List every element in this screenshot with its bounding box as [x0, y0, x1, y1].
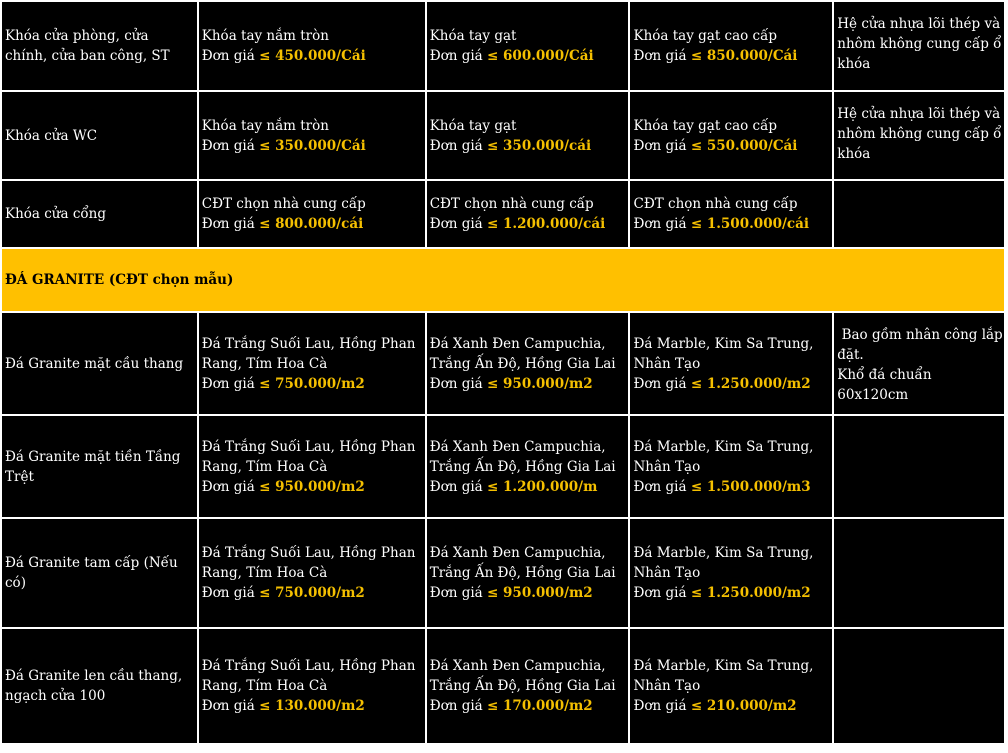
- price-line: [430, 214, 626, 234]
- table-row: [2, 416, 1004, 517]
- price-value: ≤ 600.000/Cái: [487, 48, 594, 64]
- price-line: [633, 214, 829, 234]
- option-cell: [427, 181, 629, 247]
- price-label: Đơn giá: [429, 478, 483, 495]
- price-value: ≤ 170.000/m2: [487, 698, 593, 714]
- price-value: ≤ 1.500.000/m3: [690, 478, 811, 495]
- price-label: Đơn giá: [633, 585, 687, 601]
- item-name: Khóa tay nắm tròn: [201, 28, 329, 44]
- option-cell: Đá Xanh Đen Campuchia, Trắng Ấn Độ, Hồng Gia Lai Đơn giá ≤ 1.200.000/m: [427, 416, 629, 517]
- item-name: CĐT chọn nhà cung cấp: [633, 196, 798, 212]
- price-label: Đơn giá: [429, 48, 483, 64]
- note-cell: [834, 629, 1004, 743]
- price-value: ≤ 210.000/m2: [690, 698, 797, 714]
- price-value: ≤ 450.000/Cái: [259, 48, 366, 64]
- row-name-cell: Khóa cửa cổng: [2, 181, 197, 247]
- option-cell: Đá Marble, Kim Sa Trung, Nhân Tạo Đơn giá ≤ 1.250.000/m2: [630, 519, 832, 627]
- table-row: [2, 2, 1004, 90]
- price-line: [202, 374, 422, 394]
- price-line: [633, 696, 829, 716]
- price-value: ≤ 350.000/Cái: [259, 137, 366, 154]
- price-line: [430, 46, 626, 66]
- price-value: ≤ 1.500.000/cái: [690, 216, 810, 232]
- item-name: Khóa tay gạt: [429, 28, 517, 44]
- row-name-cell: Khóa cửa phòng, cửa chính, cửa ban công, ST: [2, 2, 197, 90]
- price-line: [430, 477, 626, 497]
- price-label: Đơn giá: [201, 478, 255, 495]
- section-row: [2, 249, 1004, 311]
- option-cell: Đá Marble, Kim Sa Trung, Nhân Tạo Đơn giá ≤ 1.250.000/m2: [630, 313, 832, 414]
- option-cell: Đá Xanh Đen Campuchia, Trắng Ấn Độ, Hồng Gia Lai Đơn giá ≤ 950.000/m2: [427, 313, 629, 414]
- price-label: Đơn giá: [201, 698, 255, 714]
- price-value: ≤ 750.000/m2: [259, 375, 365, 392]
- price-value: ≤ 850.000/Cái: [690, 48, 798, 64]
- price-line: [430, 583, 626, 603]
- price-line: [430, 136, 626, 156]
- section-title: ĐÁ GRANITE (CĐT chọn mẫu): [2, 249, 1004, 311]
- price-label: Đơn giá: [633, 137, 687, 154]
- price-value: ≤ 950.000/m2: [259, 478, 365, 495]
- price-value: ≤ 750.000/m2: [259, 585, 365, 601]
- price-line: [633, 583, 829, 603]
- option-cell: [427, 92, 629, 179]
- option-cell: Đá Marble, Kim Sa Trung, Nhân Tạo Đơn giá ≤ 210.000/m2: [630, 629, 832, 743]
- option-cell: [630, 2, 832, 90]
- option-cell: [199, 2, 425, 90]
- price-line: [202, 214, 422, 234]
- row-name-cell: Khóa cửa WC: [2, 92, 197, 179]
- option-cell: [630, 181, 832, 247]
- note-cell: [834, 519, 1004, 627]
- price-value: ≤ 950.000/m2: [487, 585, 593, 601]
- price-value: ≤ 550.000/Cái: [690, 137, 798, 154]
- option-cell: Đá Xanh Đen Campuchia, Trắng Ấn Độ, Hồng Gia Lai Đơn giá ≤ 950.000/m2: [427, 519, 629, 627]
- price-label: Đơn giá: [201, 216, 255, 232]
- row-name-cell: Đá Granite mặt tiền Tầng Trệt: [2, 416, 197, 517]
- price-label: Đơn giá: [633, 478, 687, 495]
- item-name: Khóa tay gạt cao cấp: [633, 117, 778, 134]
- table-row: [2, 92, 1004, 179]
- row-name-cell: Đá Granite mặt cầu thang: [2, 313, 197, 414]
- price-line: [202, 696, 422, 716]
- price-line: [202, 583, 422, 603]
- price-label: Đơn giá: [429, 137, 483, 154]
- price-label: Đơn giá: [429, 375, 483, 392]
- price-label: Đơn giá: [633, 216, 687, 232]
- price-label: Đơn giá: [633, 48, 687, 64]
- table-row: [2, 519, 1004, 627]
- row-name-cell: Đá Granite tam cấp (Nếu có): [2, 519, 197, 627]
- table-row: [2, 629, 1004, 743]
- price-line: [202, 477, 422, 497]
- note-cell: [834, 416, 1004, 517]
- note-cell: Bao gồm nhân công lắp đặt. Khổ đá chuẩn 60x120cm: [834, 313, 1004, 414]
- price-line: [202, 46, 422, 66]
- price-label: Đơn giá: [201, 585, 255, 601]
- price-label: Đơn giá: [429, 216, 483, 232]
- option-cell: Đá Xanh Đen Campuchia, Trắng Ấn Độ, Hồng Gia Lai Đơn giá ≤ 170.000/m2: [427, 629, 629, 743]
- price-line: [430, 374, 626, 394]
- price-value: ≤ 350.000/cái: [487, 137, 592, 154]
- option-cell: Đá Marble, Kim Sa Trung, Nhân Tạo Đơn giá ≤ 1.500.000/m3: [630, 416, 832, 517]
- price-label: Đơn giá: [201, 48, 255, 64]
- item-name: Khóa tay gạt cao cấp: [633, 28, 778, 44]
- price-value: ≤ 1.200.000/cái: [487, 216, 606, 232]
- price-value: ≤ 800.000/cái: [259, 216, 364, 232]
- table-row: [2, 181, 1004, 247]
- note-cell: [834, 181, 1004, 247]
- price-label: Đơn giá: [201, 137, 255, 154]
- option-cell: [199, 181, 425, 247]
- option-cell: [427, 2, 629, 90]
- option-cell: Đá Trắng Suối Lau, Hồng Phan Rang, Tím Hoa Cà Đơn giá ≤ 950.000/m2: [199, 416, 425, 517]
- item-name: CĐT chọn nhà cung cấp: [201, 196, 366, 212]
- item-name: Khóa tay nắm tròn: [201, 117, 329, 134]
- item-name: CĐT chọn nhà cung cấp: [429, 196, 594, 212]
- price-label: Đơn giá: [429, 585, 483, 601]
- price-line: [633, 136, 829, 156]
- price-line: [202, 136, 422, 156]
- option-cell: [199, 92, 425, 179]
- price-value: ≤ 1.250.000/m2: [690, 375, 811, 392]
- table-row: [2, 313, 1004, 414]
- price-value: ≤ 1.250.000/m2: [690, 585, 811, 601]
- item-name: Khóa tay gạt: [429, 117, 517, 134]
- price-value: ≤ 950.000/m2: [487, 375, 593, 392]
- option-cell: Đá Trắng Suối Lau, Hồng Phan Rang, Tím Hoa Cà Đơn giá ≤ 130.000/m2: [199, 629, 425, 743]
- price-label: Đơn giá: [633, 375, 687, 392]
- price-value: ≤ 130.000/m2: [259, 698, 365, 714]
- note-cell: Hệ cửa nhựa lõi thép và nhôm không cung cấp ổ khóa: [834, 92, 1004, 179]
- price-label: Đơn giá: [633, 698, 687, 714]
- price-label: Đơn giá: [201, 375, 255, 392]
- price-line: [633, 374, 829, 394]
- price-line: [633, 46, 829, 66]
- price-line: [430, 696, 626, 716]
- option-cell: Đá Trắng Suối Lau, Hồng Phan Rang, Tím Hoa Cà Đơn giá ≤ 750.000/m2: [199, 519, 425, 627]
- row-name-cell: Đá Granite len cầu thang, ngạch cửa 100: [2, 629, 197, 743]
- price-line: [633, 477, 829, 497]
- price-value: ≤ 1.200.000/m: [487, 478, 598, 495]
- option-cell: [630, 92, 832, 179]
- note-cell: Hệ cửa nhựa lõi thép và nhôm không cung cấp ổ khóa: [834, 2, 1004, 90]
- price-label: Đơn giá: [429, 698, 483, 714]
- option-cell: Đá Trắng Suối Lau, Hồng Phan Rang, Tím Hoa Cà Đơn giá ≤ 750.000/m2: [199, 313, 425, 414]
